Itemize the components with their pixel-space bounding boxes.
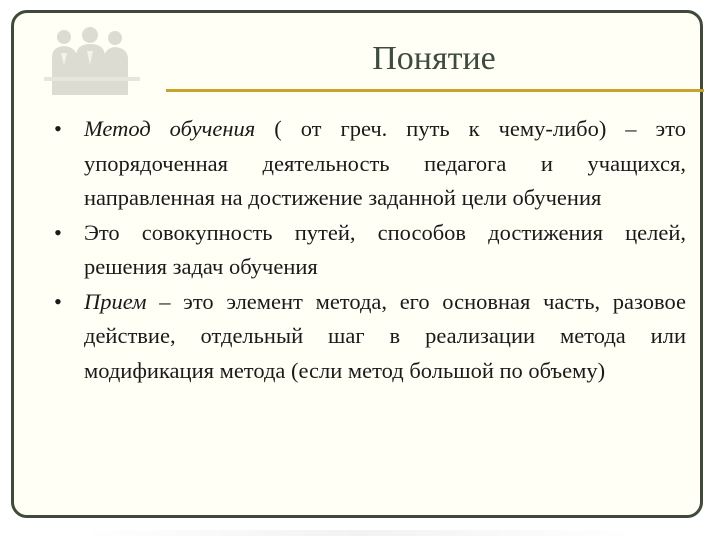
slide-frame xyxy=(11,10,703,518)
bullet-list xyxy=(54,112,686,388)
bullet-item xyxy=(54,216,686,285)
bullet-marker: • xyxy=(54,288,62,314)
bullet-item xyxy=(54,285,686,389)
bullet-text: Это совокупность путей, способов достижения целей, решения задач обучения xyxy=(84,219,686,279)
bullet-term: Метод обучения xyxy=(84,116,256,141)
bullet-term: Прием xyxy=(84,288,147,314)
business-people-silhouette-icon xyxy=(44,25,140,95)
bottom-shadow xyxy=(80,530,640,536)
bullet-marker: • xyxy=(54,219,62,245)
bullet-text: ( от греч. путь к чему-либо) – это упорядоченная деятельность педагога и учащихся, направленная на достижение заданной цели обучения xyxy=(84,116,686,210)
title-divider xyxy=(166,89,704,92)
bullet-marker: • xyxy=(54,116,62,141)
bullet-text: – это элемент метода, его основная часть, разовое действие, отдельный шаг в реализации метода или модификация метода (если метод большой по объему) xyxy=(84,288,686,383)
slide-title: Понятие xyxy=(372,40,496,77)
bullet-item xyxy=(54,112,686,216)
